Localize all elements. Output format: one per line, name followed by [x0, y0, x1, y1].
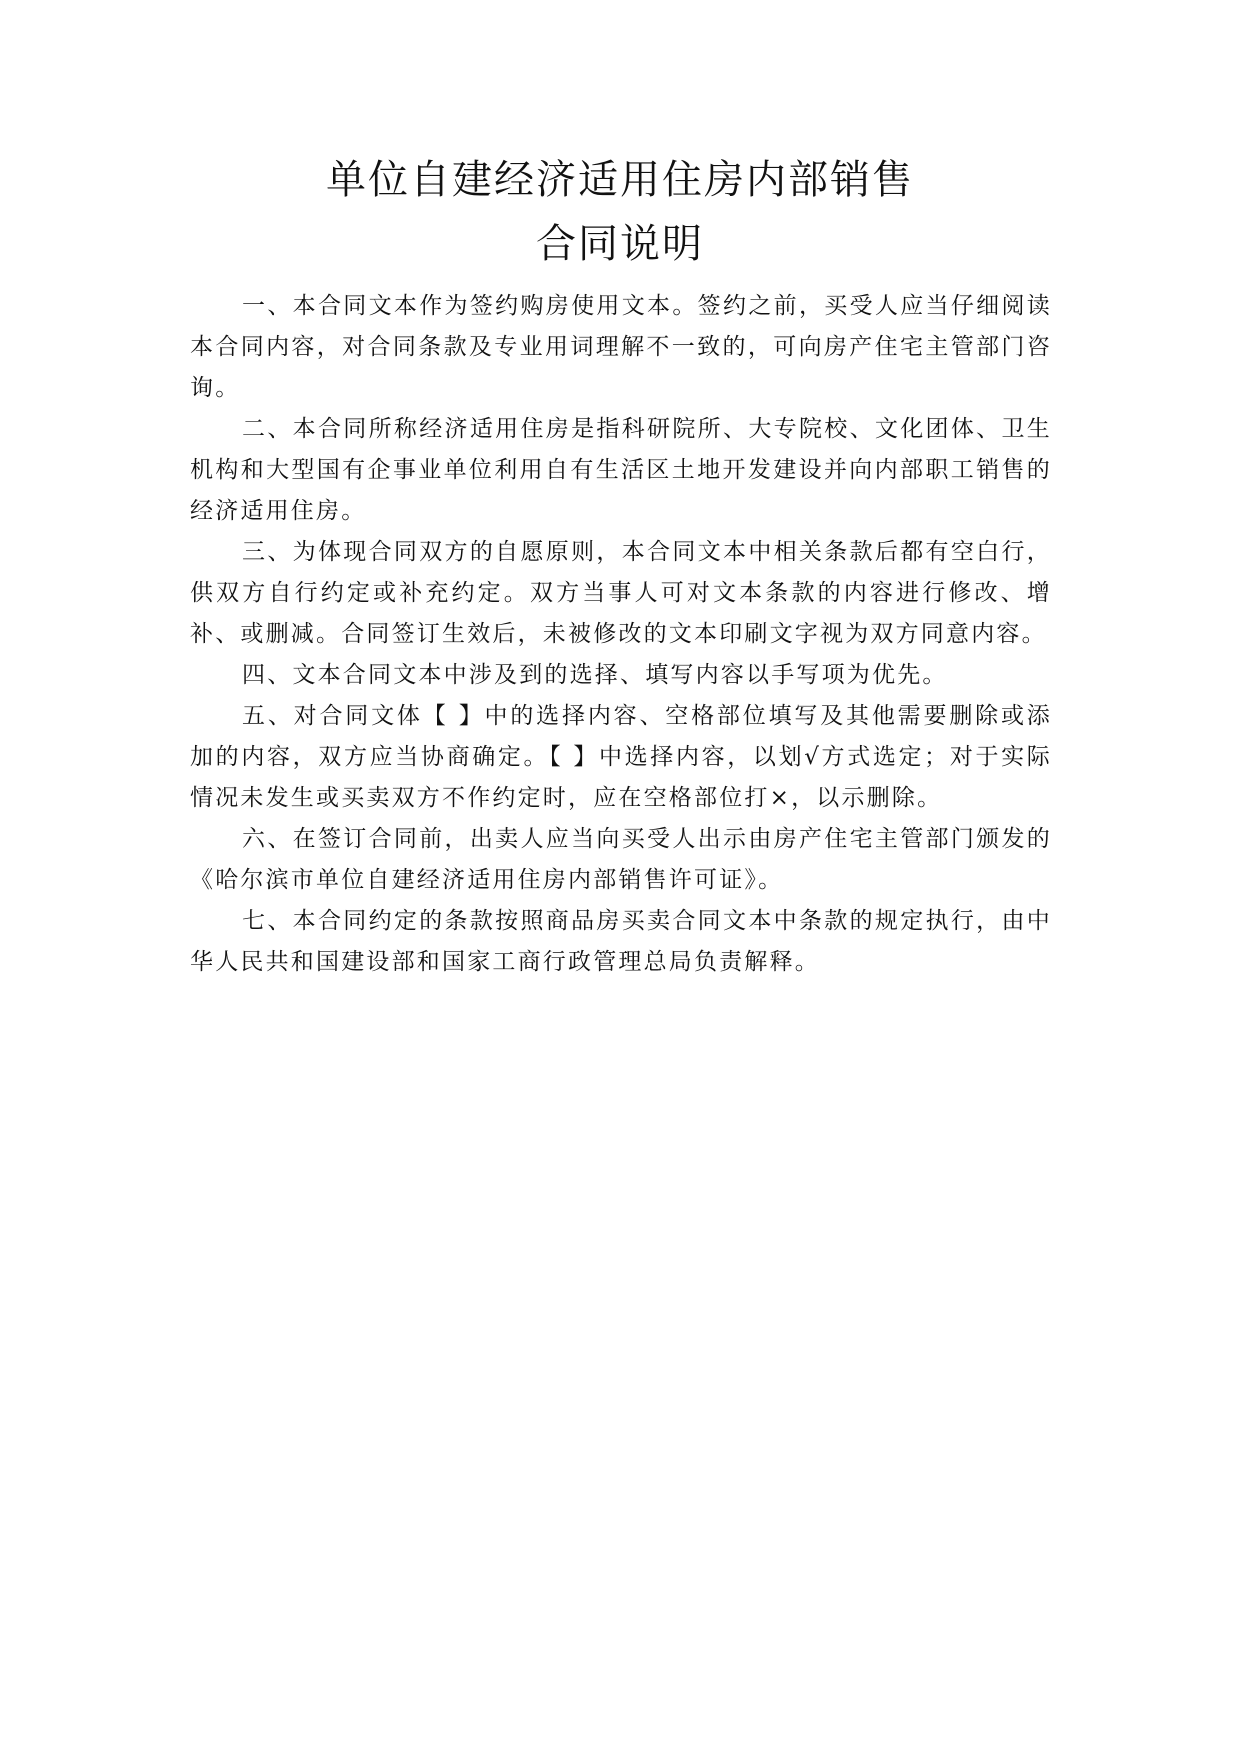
paragraph-3: 三、为体现合同双方的自愿原则，本合同文本中相关条款后都有空白行，供双方自行约定或补充约定。双方当事人可对文本条款的内容进行修改、增补、或删减。合同签订生效后，未被修改的文本印刷文字视为双方同意内容。 — [190, 539, 1052, 647]
paragraph-5: 五、对合同文体【 】中的选择内容、空格部位填写及其他需要删除或添加的内容，双方应当协商确定。【 】中选择内容，以划√方式选定；对于实际情况未发生或买卖双方不作约定时，应在空格部位打×，以示删除。 — [190, 703, 1052, 811]
paragraph-6: 六、在签订合同前，出卖人应当向买受人出示由房产住宅主管部门颁发的《哈尔滨市单位自建经济适用住房内部销售许可证》。 — [190, 826, 1052, 893]
paragraph-2: 二、本合同所称经济适用住房是指科研院所、大专院校、文化团体、卫生机构和大型国有企事业单位利用自有生活区土地开发建设并向内部职工销售的经济适用住房。 — [190, 416, 1052, 524]
document-body — [190, 286, 1052, 983]
paragraph-7: 七、本合同约定的条款按照商品房买卖合同文本中条款的规定执行，由中华人民共和国建设部和国家工商行政管理总局负责解释。 — [190, 908, 1052, 975]
paragraph-4: 四、文本合同文本中涉及到的选择、填写内容以手写项为优先。 — [242, 662, 948, 688]
document-title-line-2: 合同说明 — [536, 221, 704, 267]
paragraph-1: 一、本合同文本作为签约购房使用文本。签约之前，买受人应当仔细阅读本合同内容，对合同条款及专业用词理解不一致的，可向房产住宅主管部门咨询。 — [190, 293, 1052, 401]
document-title-line-1: 单位自建经济适用住房内部销售 — [326, 157, 914, 203]
